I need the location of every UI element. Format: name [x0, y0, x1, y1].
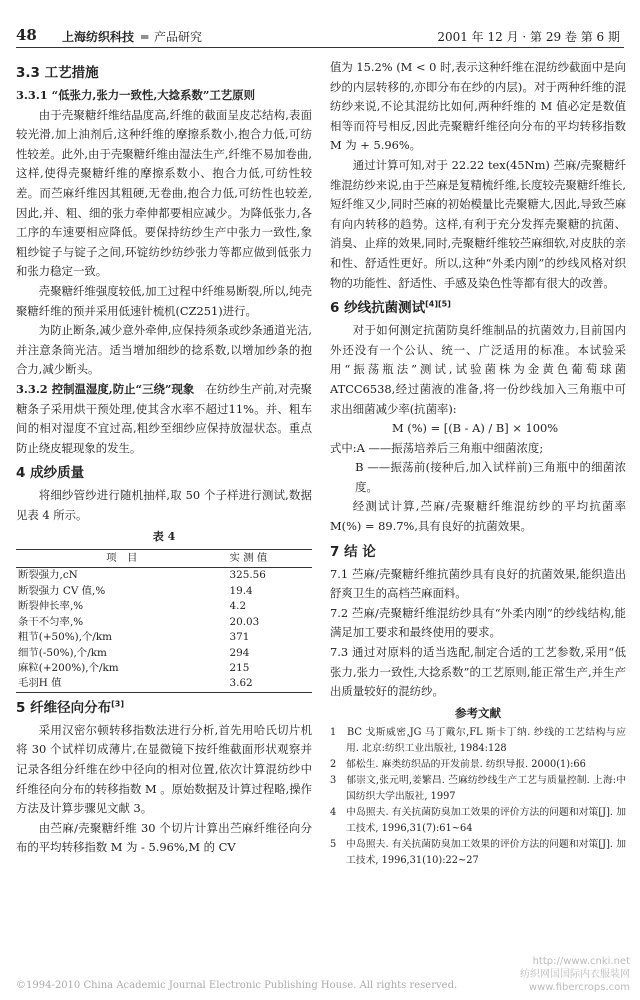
formula: M (%) = [(B - A) / B] × 100%	[392, 421, 559, 436]
copyright-footer: ©1994-2010 China Academic Journal Electronic Publishing House. All rights reserved.	[16, 980, 458, 992]
subsection-heading: 3.3.1 “低张力,张力一致性,大捻系数”工艺原则	[16, 88, 255, 102]
reference-item: 2 郁松生. 麻类纺织品的开发前景. 纺织导报. 2000(1):66	[330, 759, 586, 771]
formula-note: B ——振荡前(接种后,加入试样前)三角瓶中的细菌浓度。	[355, 460, 626, 494]
conclusion-item: 7.1 苎麻/壳聚糖纤维抗菌纱具有良好的抗菌效果,能织造出舒爽卫生的高档苎麻面料。	[330, 566, 626, 601]
table-cell: 4.2	[229, 600, 247, 613]
header-rule	[16, 47, 624, 48]
paragraph: 通过计算可知,对于 22.22 tex(45Nm) 苎麻/壳聚糖纤维混纺纱来说,由于苎麻是复精梳纤维,长度较壳聚糖纤维长,短纤维又少,同时苎麻的初始模量比壳聚糖大,因此,导致苎麻有向内转移的趋势。这样,有利于充分发挥壳聚糖的抗菌、消臭、止痒的效果,同时,壳聚糖纤维较苎麻细软,对皮肤的亲和性、舒适性更好。所以,这种“外柔内刚”的纱线风格对织物的功能性、舒适性、手感及染色性等都有很大的改善。	[330, 157, 626, 290]
table-cell: 粗节(+50%),个/km	[18, 631, 113, 644]
paragraph: 值为 15.2% (M < 0 时,表示这种纤维在混纺纱截面中是向纱的内层转移的,亦即分布在纱的内层)。对于两种纤维的混纺纱来说,不论其混纺比如何,两种纤维的 M 值必定是数值相等而符号相反,因此壳聚糖纤维径向分布的平均转移指数 M 为 + 5.96%。	[330, 60, 626, 153]
table-cell: 371	[229, 631, 250, 644]
section-heading	[330, 297, 626, 319]
watermark-line: http://www.cnki.net	[532, 956, 630, 967]
section-title: 6 纱线抗菌测试	[330, 300, 426, 317]
reference-item: 1 BC 戈斯威密,JG 马丁戴尔,FL 斯卡丁纳. 纱线的工艺结构与应用. 北京:纺织工业出版社, 1984:128	[330, 727, 626, 755]
paragraph: 由于壳聚糖纤维结晶度高,纤维的截面呈皮芯结构,表面较光滑,加上油剂后,这种纤维的摩擦系数小,抱合力低,可纺性较差。此外,由于壳聚糖纤维由湿法生产,纤维不易加卷曲,这样,使得壳聚糖纤维的摩擦系数小、抱合力低,可纺性较差。而苎麻纤维因其粗硬,无卷曲,抱合力低,可纺性也较差,因此,并、粗、细的张力牵伸都要相应减少。为降低张力,各工序的车速要相应降低。要保持纺纱生产中张力一致性,象粗纱锭子与锭子之间,环锭纺纱纺纱张力等都应做到低张力和张力稳定一致。	[16, 107, 312, 279]
quality-table	[16, 549, 312, 693]
reference-item: 4 中岛照夫. 有关抗菌防臭加工效果的评价方法的问题和对策[J]. 加工技术, 1996,31(7):61~64	[330, 807, 626, 835]
paragraph: 经测试计算,苎麻/壳聚糖纤维混纺纱的平均抗菌率 M(%) = 89.7%,具有良好的抗菌效果。	[330, 499, 626, 534]
watermark	[520, 955, 630, 994]
table-header-row	[16, 550, 312, 568]
citation: [3]	[111, 699, 124, 709]
issue-info: 2001 年 12 月 · 第 29 卷 第 6 期	[437, 30, 620, 44]
page-number: 48	[16, 26, 37, 44]
section-heading: 7 结 论	[330, 543, 376, 560]
section-heading	[16, 697, 312, 719]
reference-item: 3 郁崇文,张元明,姜繁昌. 苎麻纺纱线生产工艺与质量控制. 上海:中国纺织大学出版社, 1997	[330, 775, 626, 803]
table-cell: 215	[229, 661, 250, 674]
paragraph	[16, 380, 312, 458]
left-column	[16, 58, 312, 858]
table-row	[16, 676, 312, 692]
reference-item: 5 中岛照夫. 有关抗菌防臭加工效果的评价方法的问题和对策[J]. 加工技术, 1996,31(10):22~27	[330, 839, 626, 867]
section-heading: 4 成纱质量	[16, 465, 85, 482]
paragraph: 将细纱管纱进行随机抽样,取 50 个子样进行测试,数据见表 4 所示。	[16, 488, 312, 522]
paragraph: 对于如何测定抗菌防臭纤维制品的抗菌效力,目前国内外还没有一个公认、统一、广泛适用的标准。本试验采用“振荡瓶法”测试,试验菌株为金黄色葡萄球菌 ATCC6538,经过菌液的准备,将一份纱线加入三角瓶中可求出细菌减少率(抗菌率):	[330, 323, 626, 416]
section-heading: 3.3 工艺措施	[16, 65, 99, 81]
table-header: 项 目	[16, 550, 228, 568]
conclusion-item: 7.2 苎麻/壳聚糖纤维混纺纱具有“外柔内刚”的纱线结构,能满足加工要求和最终使用的要求。	[330, 605, 626, 640]
formula-note: 式中:A ——振荡培养后三角瓶中细菌浓度;	[330, 440, 544, 455]
table-row	[16, 646, 312, 661]
table-cell: 325.56	[229, 569, 266, 582]
paragraph: 壳聚糖纤维强度较低,加工过程中纤维易断裂,所以,纯壳聚糖纤维的预并采用低速针梳机(CZ251)进行。	[16, 283, 312, 318]
table-cell: 断裂强力,cN	[18, 569, 78, 582]
conclusion-item: 7.3 通过对原料的适当选配,制定合适的工艺参数,采用“低张力,张力一致性,大捻系数”的工艺原则,能正常生产,并生产出质量较好的混纺纱。	[330, 645, 626, 699]
page-header	[0, 0, 640, 48]
table-header: 实 测 值	[228, 550, 312, 568]
table-row	[16, 661, 312, 676]
table-cell: 294	[229, 646, 250, 659]
column-name: 产品研究	[154, 30, 203, 44]
table-row	[16, 615, 312, 630]
header-separator: ═	[141, 30, 149, 44]
paragraph: 为防止断条,减少意外牵伸,应保持须条或纱条通道光洁,并注意条筒光洁。适当增加细纱的捻系数,以增加纱条的抱合力,减少断头。	[16, 323, 312, 377]
table-cell: 毛羽H 值	[16, 676, 228, 692]
right-column	[330, 58, 626, 869]
watermark-line: www.fibercrops.com	[528, 982, 630, 993]
journal-name: 上海纺织科技	[62, 30, 135, 44]
table-cell: 断裂强力 CV 值,%	[18, 584, 106, 597]
references-title: 参考文献	[455, 705, 501, 720]
table-cell: 条干不匀率,%	[18, 615, 84, 628]
watermark-line: 纺织网国国际内衣服装网	[520, 969, 630, 980]
table-cell: 20.03	[229, 615, 260, 628]
table-cell: 19.4	[229, 584, 253, 597]
table-row	[16, 584, 312, 599]
paragraph: 由苎麻/壳聚糖纤维 30 个切片计算出苎麻纤维径向分布的平均转移指数 M 为 - 5.96%,M 的 CV	[16, 820, 312, 855]
subsection-text: 在纺纱生产前,对壳聚糖条子采用烘干预处理,使其含水率不超过11%。并、粗车间的相对湿度不宜过高,粗纱至细纱应保持放湿状态。重点防止绕皮辊现象的发生。	[16, 381, 313, 455]
paragraph: 采用汉密尔顿转移指数法进行分析,首先用哈氏切片机将 30 个试样切成薄片,在显微镜下按纤维截面形状观察并记录各组分纤维在纱中径向的相对位置,依次计算混纺纱中纤维径向分布的转移指数 M 。原始数据及计算过程略,操作方法及计算步骤见文献 3。	[16, 722, 312, 816]
table-row	[16, 630, 312, 645]
table-cell: 细节(-50%),个/km	[18, 646, 107, 659]
references-list	[330, 725, 626, 869]
table-cell: 3.62	[228, 676, 312, 692]
subsection-heading: 3.3.2 控制温湿度,防止“三绕”现象	[16, 381, 195, 396]
citation: [4][5]	[425, 299, 451, 309]
table-row	[16, 599, 312, 614]
table-title: 表 4	[152, 530, 176, 544]
section-title: 5 纤维径向分布	[16, 699, 112, 716]
table-cell: 断裂伸长率,%	[18, 600, 84, 613]
table-row	[16, 568, 312, 584]
table-cell: 麻粒(+200%),个/km	[18, 661, 119, 674]
